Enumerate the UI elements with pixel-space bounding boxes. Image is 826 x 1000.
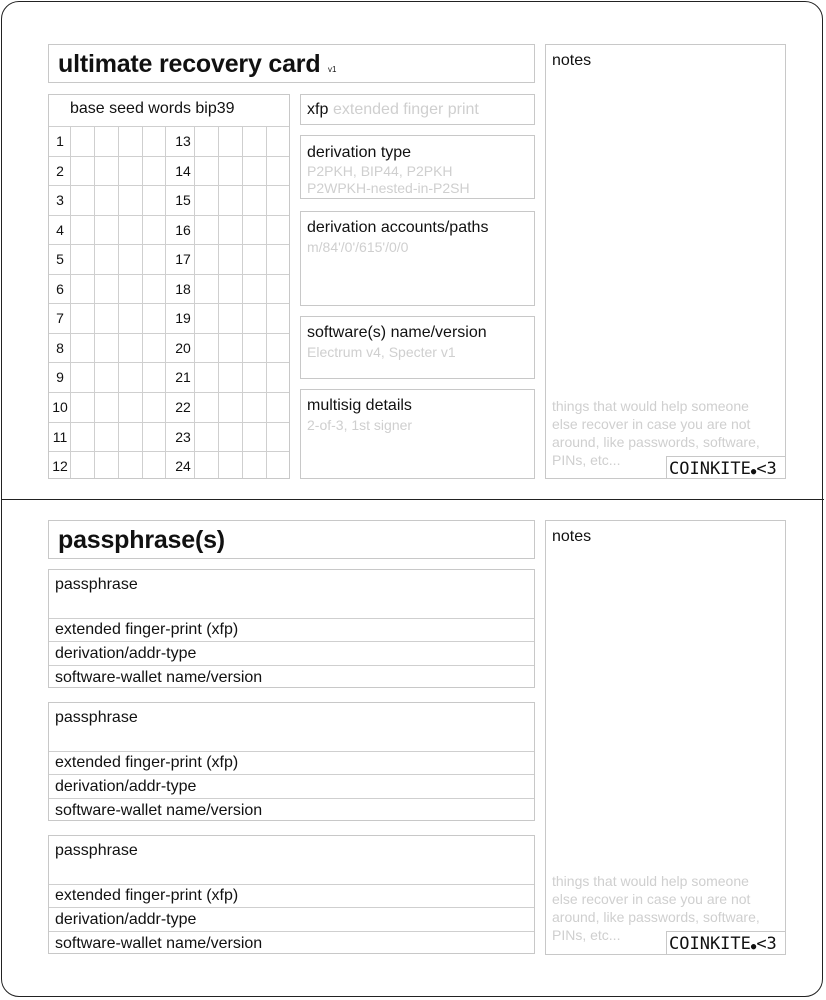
passphrase-derivation-label: derivation/addr-type — [55, 645, 197, 662]
passphrase-derivation-label: derivation/addr-type — [55, 911, 197, 928]
seed-word-number: 13 — [175, 133, 191, 149]
seed-word-number: 10 — [52, 399, 68, 415]
passphrase-row-line — [49, 774, 534, 775]
notes-hint-4: PINs, etc... — [552, 452, 621, 468]
seed-cell-divider — [118, 126, 119, 478]
seed-word-number: 8 — [56, 340, 64, 356]
seed-cell-divider — [242, 126, 243, 478]
passphrase-notes-hint-3: around, like passwords, software, — [552, 909, 760, 925]
derivation-type-box — [300, 135, 535, 199]
xfp-box — [300, 94, 535, 125]
seed-row-line — [49, 215, 289, 216]
seed-cell-divider — [218, 126, 219, 478]
seed-word-number: 3 — [56, 192, 64, 208]
brand-heart: <3 — [756, 459, 777, 479]
passphrase-xfp-label: extended finger-print (xfp) — [55, 621, 239, 638]
seed-word-number: 21 — [175, 369, 191, 385]
seed-word-number: 18 — [175, 281, 191, 297]
passphrase-block — [48, 702, 535, 821]
coinkite-logo — [669, 459, 777, 479]
passphrase-row-line — [49, 798, 534, 799]
seed-word-number: 14 — [175, 163, 191, 179]
notes-hint-1: things that would help someone — [552, 398, 749, 414]
derivation-type-hint-2: P2WPKH-nested-in-P2SH — [307, 180, 470, 196]
seed-word-number: 22 — [175, 399, 191, 415]
seed-word-number: 23 — [175, 429, 191, 445]
derivation-type-hint-1: P2PKH, BIP44, P2PKH — [307, 163, 453, 179]
derivation-paths-hint: m/84'/0'/615'/0/0 — [307, 239, 409, 255]
passphrase-notes-label: notes — [552, 528, 592, 545]
passphrase-row-line — [49, 618, 534, 619]
passphrase-software-label: software-wallet name/version — [55, 802, 263, 819]
seed-row-line — [49, 362, 289, 363]
seed-word-number: 7 — [56, 310, 64, 326]
seed-word-number: 19 — [175, 310, 191, 326]
seed-word-number: 2 — [56, 163, 64, 179]
seed-word-number: 9 — [56, 369, 64, 385]
seed-word-number: 20 — [175, 340, 191, 356]
passphrase-notes-hint-2: else recover in case you are not — [552, 891, 751, 907]
seed-row-line — [49, 156, 289, 157]
passphrase-brand-heart: <3 — [756, 934, 777, 954]
derivation-paths-box — [300, 211, 535, 306]
passphrase-row-line — [49, 751, 534, 752]
passphrase-label: passphrase — [55, 709, 138, 726]
notes-box — [545, 44, 786, 479]
card-title: ultimate recovery card — [58, 50, 321, 78]
multisig-box — [300, 389, 535, 479]
passphrase-row-line — [49, 884, 534, 885]
seed-row-line — [49, 392, 289, 393]
brand-dot: ● — [750, 467, 757, 477]
passphrase-label: passphrase — [55, 576, 138, 593]
seed-word-number: 4 — [56, 222, 64, 238]
multisig-label: multisig details — [307, 397, 412, 414]
multisig-hint: 2-of-3, 1st signer — [307, 417, 413, 433]
passphrase-title-box — [48, 520, 535, 559]
seed-word-number: 6 — [56, 281, 64, 297]
seed-row-line — [49, 422, 289, 423]
brand-text: COINKITE — [669, 459, 751, 479]
derivation-type-label: derivation type — [307, 144, 412, 161]
passphrase-brand-dot: ● — [750, 942, 757, 952]
seed-word-number: 17 — [175, 251, 191, 267]
seed-word-number: 15 — [175, 192, 191, 208]
seed-words-label: base seed words bip39 — [70, 100, 235, 117]
seed-cell-divider — [142, 126, 143, 478]
passphrase-row-line — [49, 931, 534, 932]
version-label: v1 — [328, 65, 337, 74]
passphrase-software-label: software-wallet name/version — [55, 669, 263, 686]
passphrase-row-line — [49, 641, 534, 642]
software-hint: Electrum v4, Specter v1 — [307, 344, 456, 360]
notes-hint-2: else recover in case you are not — [552, 416, 751, 432]
software-label: software(s) name/version — [307, 324, 487, 341]
passphrase-row-line — [49, 907, 534, 908]
passphrase-label: passphrase — [55, 842, 138, 859]
passphrase-xfp-label: extended finger-print (xfp) — [55, 887, 239, 904]
seed-row-line — [49, 451, 289, 452]
seed-cell-divider — [94, 126, 95, 478]
passphrase-row-line — [49, 665, 534, 666]
passphrase-block — [48, 835, 535, 954]
passphrase-notes-hint-4: PINs, etc... — [552, 927, 621, 943]
seed-cell-divider — [266, 126, 267, 478]
seed-word-number: 24 — [175, 458, 191, 474]
seed-row-line — [49, 126, 289, 127]
seed-row-line — [49, 244, 289, 245]
fold-divider — [1, 499, 824, 500]
seed-row-line — [49, 274, 289, 275]
seed-row-line — [49, 185, 289, 186]
notes-hint-3: around, like passwords, software, — [552, 434, 760, 450]
seed-word-number: 11 — [52, 429, 68, 445]
seed-words-box — [48, 94, 290, 479]
derivation-paths-label: derivation accounts/paths — [307, 219, 489, 236]
seed-word-number: 16 — [175, 222, 191, 238]
xfp-label: xfp — [307, 101, 329, 118]
passphrase-software-label: software-wallet name/version — [55, 935, 263, 952]
passphrase-xfp-label: extended finger-print (xfp) — [55, 754, 239, 771]
seed-cell-divider — [194, 126, 195, 478]
seed-row-line — [49, 303, 289, 304]
software-box — [300, 316, 535, 379]
passphrase-title: passphrase(s) — [58, 526, 225, 554]
passphrase-brand-text: COINKITE — [669, 934, 751, 954]
passphrase-notes-hint-1: things that would help someone — [552, 873, 749, 889]
passphrase-block — [48, 569, 535, 688]
seed-row-line — [49, 333, 289, 334]
xfp-hint: extended finger print — [333, 101, 479, 118]
notes-label: notes — [552, 52, 592, 69]
seed-cell-divider — [70, 126, 71, 478]
seed-word-number: 5 — [56, 251, 64, 267]
seed-word-number: 12 — [52, 458, 68, 474]
seed-cell-divider — [165, 126, 166, 478]
passphrase-derivation-label: derivation/addr-type — [55, 778, 197, 795]
passphrase-coinkite-logo — [669, 934, 777, 954]
passphrase-notes-box — [545, 520, 786, 955]
title-box — [48, 44, 535, 83]
seed-word-number: 1 — [56, 133, 64, 149]
